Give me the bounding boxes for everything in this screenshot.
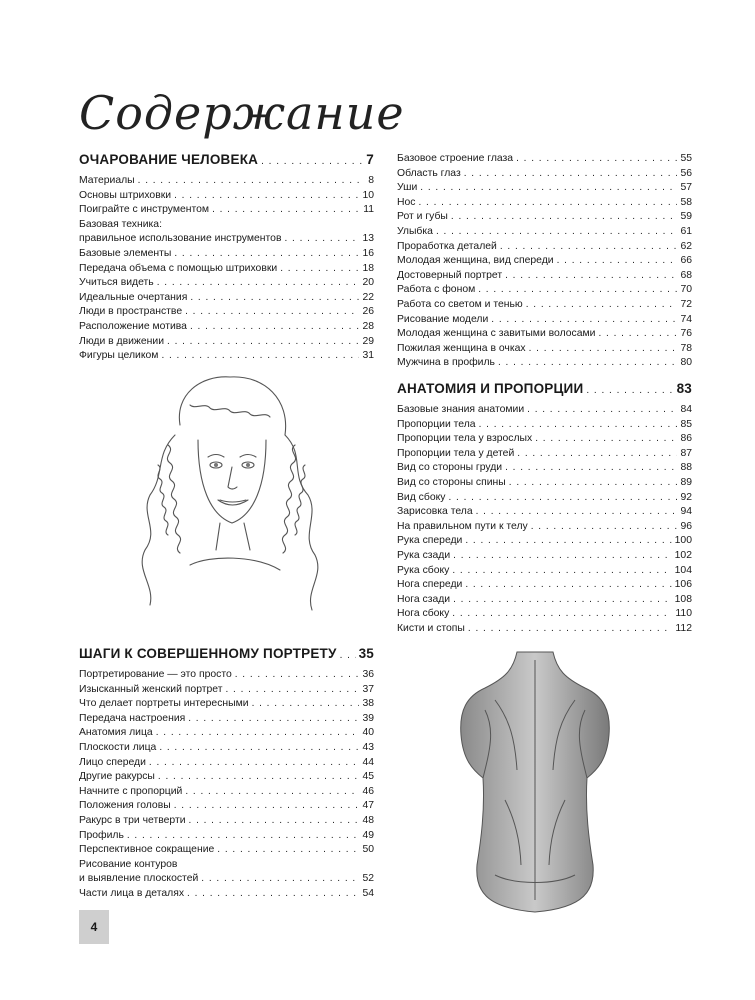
section-heading-page: 7 — [366, 152, 374, 167]
toc-entry-label: Идеальные очертания — [79, 291, 188, 303]
dot-leader — [235, 668, 360, 683]
toc-entry-page: 85 — [680, 418, 692, 430]
toc-entry-page: 52 — [362, 873, 374, 885]
toc-entry-page: 47 — [362, 800, 374, 812]
dot-leader — [465, 578, 671, 593]
dot-leader — [217, 843, 359, 858]
dot-leader — [190, 291, 359, 306]
toc-entry-page: 38 — [362, 698, 374, 710]
toc-entry-page: 61 — [680, 225, 692, 237]
dot-leader — [500, 240, 678, 255]
toc-entry-label: Основы штриховки — [79, 189, 172, 201]
toc-entry-page: 58 — [680, 196, 692, 208]
toc-entry-page: 62 — [680, 240, 692, 252]
dot-leader — [156, 726, 360, 741]
dot-leader — [138, 174, 366, 189]
toc-entry-label: Нога сбоку — [397, 608, 450, 620]
toc-entry-page: 88 — [680, 462, 692, 474]
section-heading[interactable] — [79, 646, 374, 668]
dot-leader — [187, 887, 359, 902]
toc-entry-label: Портретирование — это просто — [79, 669, 232, 680]
toc-entry[interactable] — [79, 858, 374, 873]
toc-entry-label: Базовое строение глаза — [397, 153, 514, 164]
toc-entry-page: 96 — [680, 520, 692, 532]
toc-entry[interactable] — [397, 356, 692, 371]
toc-entry[interactable] — [79, 218, 374, 233]
toc-entry-page: 92 — [680, 491, 692, 503]
toc-entry-label: Плоскости лица — [79, 741, 157, 753]
toc-entry-page: 68 — [680, 269, 692, 281]
toc-entry-label: Нога сзади — [397, 593, 451, 605]
toc-entry-label: Расположение мотива — [79, 320, 187, 332]
toc-entry-label: Базовые элементы — [79, 247, 172, 259]
dot-leader — [505, 461, 677, 476]
dot-leader — [212, 203, 360, 218]
toc-entry-label: Лицо спереди — [79, 756, 146, 768]
toc-entry-label: Проработка деталей — [397, 240, 497, 252]
section-heading-label: АНАТОМИЯ И ПРОПОРЦИИ — [397, 381, 584, 396]
toc-entry-page: 106 — [674, 579, 692, 591]
toc-entry[interactable] — [397, 254, 692, 269]
dot-leader — [451, 210, 678, 225]
toc-entry[interactable] — [79, 174, 374, 189]
toc-entry-page: 36 — [362, 669, 374, 680]
toc-section-portrait-continued — [397, 152, 692, 371]
toc-entry-label: и выявление плоскостей — [79, 873, 199, 885]
toc-entry[interactable] — [397, 491, 692, 506]
section-heading[interactable] — [397, 381, 692, 403]
dot-leader — [479, 418, 678, 433]
toc-entry-label: правильное использование инструментов — [79, 233, 282, 245]
toc-entry[interactable] — [397, 447, 692, 462]
toc-entry-label: Рука сбоку — [397, 564, 450, 576]
dot-leader — [557, 254, 678, 269]
toc-entry-label: Передача объема с помощью штриховки — [79, 262, 278, 274]
toc-entry-label: Пожилая женщина в очках — [397, 342, 526, 354]
toc-entry-page: 49 — [362, 829, 374, 841]
dot-leader — [531, 520, 678, 535]
toc-entry-page: 45 — [362, 771, 374, 783]
toc-entry[interactable] — [79, 697, 374, 712]
toc-entry[interactable] — [79, 843, 374, 858]
toc-entry-label: Люди в пространстве — [79, 306, 183, 318]
toc-entry[interactable] — [79, 712, 374, 727]
dot-leader — [190, 320, 359, 335]
toc-section-anatomy — [397, 381, 692, 637]
toc-entry-page: 43 — [362, 741, 374, 753]
dot-leader — [464, 167, 678, 182]
toc-entry-page: 94 — [680, 506, 692, 518]
toc-entry-page: 87 — [680, 447, 692, 459]
dot-leader — [598, 327, 677, 342]
toc-entry-page: 57 — [680, 182, 692, 194]
toc-entry-label: Пропорции тела у детей — [397, 447, 515, 459]
toc-entry[interactable] — [79, 814, 374, 829]
toc-entry-page: 18 — [362, 262, 374, 274]
section-heading-page: 35 — [358, 646, 374, 661]
dot-leader — [174, 189, 359, 204]
toc-entry-page: 55 — [680, 153, 692, 164]
toc-entry-label: Вид со стороны спины — [397, 476, 506, 488]
toc-entry-page: 10 — [362, 189, 374, 201]
toc-entry[interactable] — [79, 335, 374, 350]
toc-entry[interactable] — [397, 622, 692, 637]
toc-entry-label: Ракурс в три четверти — [79, 814, 186, 826]
toc-entry-page: 104 — [674, 564, 692, 576]
toc-entry[interactable] — [79, 305, 374, 320]
toc-entry[interactable] — [79, 291, 374, 306]
toc-entry-label: Рука сзади — [397, 549, 451, 561]
dot-leader — [453, 593, 672, 608]
toc-entry-page: 20 — [362, 277, 374, 289]
dot-leader — [420, 181, 677, 196]
toc-entry-label: Нога спереди — [397, 579, 463, 591]
toc-entry[interactable] — [79, 683, 374, 698]
toc-entry[interactable] — [397, 181, 692, 196]
toc-entry[interactable] — [397, 196, 692, 211]
toc-entry[interactable] — [79, 262, 374, 277]
toc-entry[interactable] — [397, 342, 692, 357]
toc-entry[interactable] — [397, 505, 692, 520]
toc-entry[interactable] — [79, 756, 374, 771]
toc-entry[interactable] — [79, 276, 374, 291]
dot-leader — [476, 505, 678, 520]
toc-entry-label: Вид сбоку — [397, 491, 446, 503]
toc-entry[interactable] — [397, 578, 692, 593]
toc-entry-page: 48 — [362, 814, 374, 826]
toc-entry[interactable] — [397, 607, 692, 622]
toc-entry[interactable] — [397, 240, 692, 255]
toc-entry-page: 80 — [680, 357, 692, 369]
dot-leader — [340, 650, 356, 661]
toc-entry-page: 102 — [674, 549, 692, 561]
toc-entry-page: 8 — [368, 175, 374, 186]
dot-leader — [127, 829, 360, 844]
toc-entry-label: Фигуры целиком — [79, 350, 159, 362]
toc-entry[interactable] — [79, 247, 374, 262]
toc-entry-label: Что делает портреты интересными — [79, 698, 249, 710]
dot-leader — [527, 403, 677, 418]
toc-entry-label: Другие ракурсы — [79, 771, 155, 783]
toc-entry-page: 11 — [363, 204, 374, 216]
dot-leader — [158, 770, 360, 785]
toc-entry[interactable] — [79, 770, 374, 785]
toc-entry[interactable] — [397, 461, 692, 476]
page-number-badge: 4 — [79, 910, 109, 944]
toc-entry-label: Кисти и стопы — [397, 622, 465, 634]
toc-entry-label: Рот и губы — [397, 211, 448, 223]
toc-entry[interactable] — [397, 593, 692, 608]
toc-entry-label: Части лица в деталях — [79, 887, 185, 899]
toc-entry-page: 66 — [680, 255, 692, 267]
section-heading-label: ШАГИ К СОВЕРШЕННОМУ ПОРТРЕТУ — [79, 646, 337, 661]
toc-entry-label: Рисование контуров — [79, 858, 178, 870]
toc-entry[interactable] — [397, 283, 692, 298]
toc-entry[interactable] — [397, 564, 692, 579]
toc-entry-label: Поиграйте с инструментом — [79, 204, 210, 216]
toc-entry-page: 31 — [362, 350, 374, 362]
toc-entry-label: Учиться видеть — [79, 277, 154, 289]
toc-entry-page: 37 — [362, 683, 374, 695]
toc-entry[interactable] — [79, 741, 374, 756]
dot-leader — [465, 534, 671, 549]
toc-entry-label: Базовые знания анатомии — [397, 404, 525, 415]
dot-leader — [159, 741, 359, 756]
toc-entry-label: Изысканный женский портрет — [79, 683, 223, 695]
toc-entry[interactable] — [397, 167, 692, 182]
dot-leader — [505, 269, 677, 284]
toc-entry[interactable] — [79, 668, 374, 683]
toc-entry[interactable] — [397, 210, 692, 225]
toc-entry-page: 86 — [680, 433, 692, 445]
toc-entry[interactable] — [79, 872, 374, 887]
toc-entry-label: Анатомия лица — [79, 727, 153, 739]
toc-entry-page: 112 — [675, 622, 692, 634]
dot-leader — [526, 298, 678, 313]
toc-entry[interactable] — [79, 189, 374, 204]
toc-entry[interactable] — [397, 403, 692, 418]
toc-entry-page: 74 — [680, 313, 692, 325]
toc-entry-label: Положения головы — [79, 800, 171, 812]
dot-leader — [161, 349, 359, 364]
toc-entry[interactable] — [397, 520, 692, 535]
toc-entry[interactable] — [79, 203, 374, 218]
toc-entry[interactable] — [397, 225, 692, 240]
toc-entry-page: 50 — [362, 844, 374, 856]
dot-leader — [174, 799, 360, 814]
dot-leader — [185, 305, 359, 320]
dot-leader — [252, 697, 360, 712]
dot-leader — [452, 607, 672, 622]
dot-leader — [188, 712, 359, 727]
toc-entry-label: Молодая женщина с завитыми волосами — [397, 328, 596, 340]
toc-entry-label: Перспективное сокращение — [79, 844, 215, 856]
toc-entry[interactable] — [79, 785, 374, 800]
toc-entry-page: 76 — [680, 328, 692, 340]
toc-entry-page: 72 — [680, 298, 692, 310]
toc-entry-label: Начните с пропорций — [79, 785, 183, 797]
dot-leader — [478, 283, 677, 298]
toc-entry[interactable] — [79, 320, 374, 335]
toc-section-portrait-steps — [79, 646, 374, 902]
curly-hair-woman-portrait-illustration — [120, 365, 335, 640]
toc-entry[interactable] — [397, 152, 692, 167]
toc-entry-label: Базовая техника: — [79, 218, 162, 230]
toc-entry-label: Профиль — [79, 829, 124, 841]
dot-leader — [517, 447, 677, 462]
dot-leader — [261, 156, 363, 167]
toc-entry-label: Уши — [397, 182, 418, 194]
toc-entry-page: 100 — [674, 535, 692, 547]
section-heading-label: ОЧАРОВАНИЕ ЧЕЛОВЕКА — [79, 152, 259, 167]
toc-entry-label: Рисование модели — [397, 313, 489, 325]
toc-entry[interactable] — [397, 298, 692, 313]
section-heading[interactable] — [79, 152, 374, 174]
dot-leader — [157, 276, 360, 291]
toc-entry-page: 39 — [362, 712, 374, 724]
toc-entry-page: 54 — [362, 887, 374, 899]
toc-entry-page: 40 — [362, 727, 374, 739]
toc-entry-page: 13 — [362, 233, 374, 245]
dot-leader — [509, 476, 678, 491]
dot-leader — [185, 785, 359, 800]
toc-entry-label: Пропорции тела — [397, 418, 476, 430]
toc-entry-page: 78 — [680, 342, 692, 354]
toc-entry[interactable] — [397, 327, 692, 342]
toc-entry-label: Нос — [397, 196, 416, 208]
dot-leader — [225, 683, 359, 698]
page-title: Содержание — [79, 86, 405, 140]
toc-section-fascination — [79, 152, 374, 364]
dot-leader — [535, 432, 677, 447]
toc-entry[interactable] — [397, 476, 692, 491]
toc-entry-label: Люди в движении — [79, 335, 165, 347]
dot-leader — [280, 262, 359, 277]
toc-entry-label: Материалы — [79, 175, 135, 186]
dot-leader — [529, 342, 678, 357]
dot-leader — [201, 872, 359, 887]
toc-entry-label: Работа со светом и тенью — [397, 298, 523, 310]
toc-entry-label: Вид со стороны груди — [397, 462, 503, 474]
dot-leader — [453, 549, 671, 564]
dot-leader — [491, 313, 677, 328]
dot-leader — [418, 196, 677, 211]
dot-leader — [174, 247, 359, 262]
dot-leader — [189, 814, 360, 829]
toc-entry-label: Рука спереди — [397, 535, 463, 547]
toc-entry-label: Пропорции тела у взрослых — [397, 433, 533, 445]
toc-entry[interactable] — [397, 549, 692, 564]
section-heading-page: 83 — [676, 381, 692, 396]
dot-leader — [284, 232, 359, 247]
toc-entry[interactable] — [397, 313, 692, 328]
toc-entry-label: Работа с фоном — [397, 284, 476, 296]
toc-entry-page: 22 — [362, 291, 374, 303]
toc-entry[interactable] — [397, 534, 692, 549]
dot-leader — [516, 152, 677, 167]
dot-leader — [436, 225, 677, 240]
toc-entry[interactable] — [79, 232, 374, 247]
dot-leader — [448, 491, 677, 506]
toc-entry[interactable] — [79, 799, 374, 814]
toc-entry-label: Мужчина в профиль — [397, 357, 495, 369]
toc-entry-label: Молодая женщина, вид спереди — [397, 255, 554, 267]
toc-entry-page: 29 — [362, 335, 374, 347]
dot-leader — [452, 564, 671, 579]
toc-entry-label: Зарисовка тела — [397, 506, 473, 518]
toc-entry-page: 16 — [362, 247, 374, 259]
dot-leader — [498, 356, 677, 371]
toc-entry[interactable] — [397, 418, 692, 433]
toc-entry-page: 44 — [362, 756, 374, 768]
dot-leader — [586, 385, 673, 396]
toc-entry[interactable] — [397, 432, 692, 447]
toc-entry-page: 108 — [674, 593, 692, 605]
toc-entry-label: Достоверный портрет — [397, 269, 503, 281]
dot-leader — [149, 756, 360, 771]
toc-entry-page: 89 — [680, 476, 692, 488]
toc-entry[interactable] — [79, 349, 374, 364]
toc-entry[interactable] — [397, 269, 692, 284]
toc-entry-page: 84 — [680, 404, 692, 415]
toc-entry-label: На правильном пути к телу — [397, 520, 528, 532]
toc-entry-page: 56 — [680, 167, 692, 179]
toc-entry-page: 46 — [362, 785, 374, 797]
toc-entry-page: 110 — [675, 608, 692, 620]
toc-entry-label: Передача настроения — [79, 712, 186, 724]
toc-entry-page: 70 — [680, 284, 692, 296]
dot-leader — [468, 622, 673, 637]
toc-entry[interactable] — [79, 726, 374, 741]
toc-entry-label: Улыбка — [397, 225, 433, 237]
toc-entry[interactable] — [79, 829, 374, 844]
toc-entry[interactable] — [79, 887, 374, 902]
toc-entry-label: Область глаз — [397, 167, 461, 179]
male-back-torso-illustration — [455, 650, 615, 915]
toc-entry-page: 26 — [362, 306, 374, 318]
toc-entry-page: 28 — [362, 320, 374, 332]
toc-entry-page: 59 — [680, 211, 692, 223]
dot-leader — [167, 335, 359, 350]
